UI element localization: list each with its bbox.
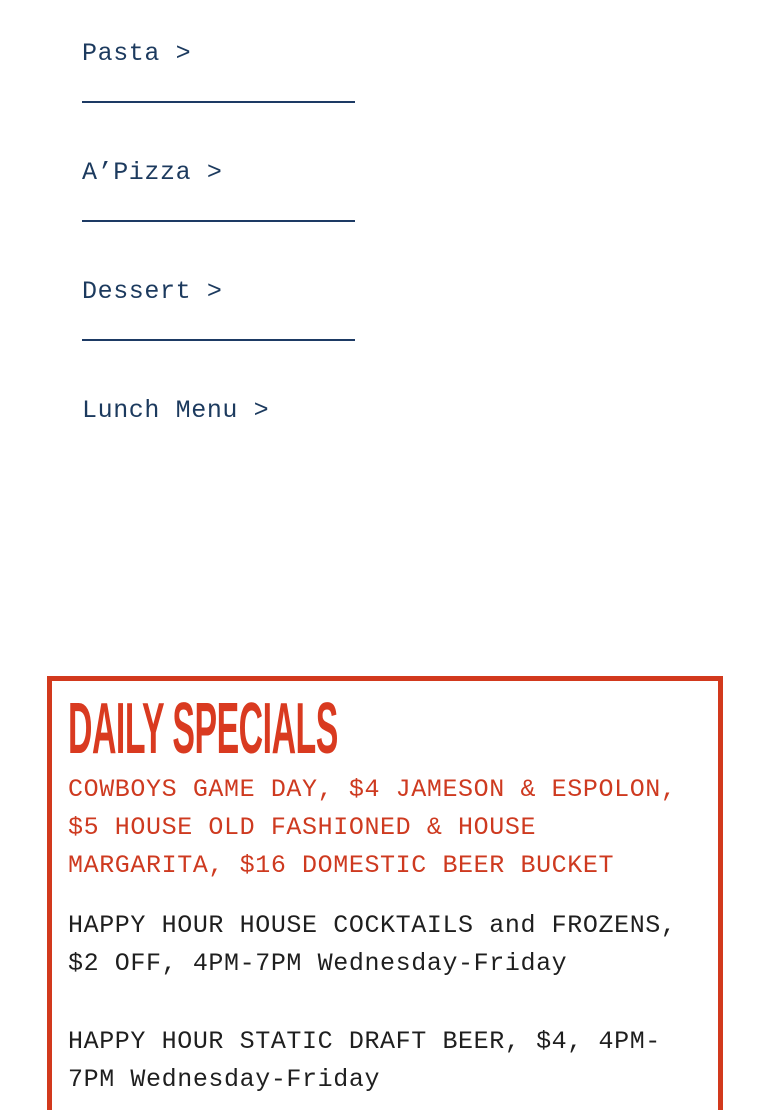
menu-link-dessert[interactable]: Dessert > (82, 277, 223, 306)
menu-item-lunch-menu (82, 395, 770, 427)
menu-link-pasta[interactable]: Pasta > (82, 39, 192, 68)
divider (82, 101, 355, 103)
special-item-happy-hour-draft-beer: HAPPY HOUR STATIC DRAFT BEER, $4, 4PM-7PM Wednesday-Friday (68, 1027, 661, 1094)
menu-item-apizza (82, 157, 770, 222)
divider (82, 339, 355, 341)
special-item-happy-hour-cocktails: HAPPY HOUR HOUSE COCKTAILS and FROZENS, $2 OFF, 4PM-7PM Wednesday-Friday (68, 911, 677, 978)
daily-specials-box (47, 676, 723, 1110)
special-item-game-day: COWBOYS GAME DAY, $4 JAMESON & ESPOLON, $5 HOUSE OLD FASHIONED & HOUSE MARGARITA, $16 DOMESTIC BEER BUCKET (68, 775, 677, 880)
menu-item-dessert (82, 276, 770, 341)
menu-item-pasta (82, 38, 770, 103)
menu-links-section (0, 0, 770, 427)
menu-link-apizza[interactable]: A’Pizza > (82, 158, 223, 187)
menu-link-lunch-menu[interactable]: Lunch Menu > (82, 396, 270, 425)
daily-specials-title: DAILY SPECIALS (68, 689, 338, 769)
divider (82, 220, 355, 222)
